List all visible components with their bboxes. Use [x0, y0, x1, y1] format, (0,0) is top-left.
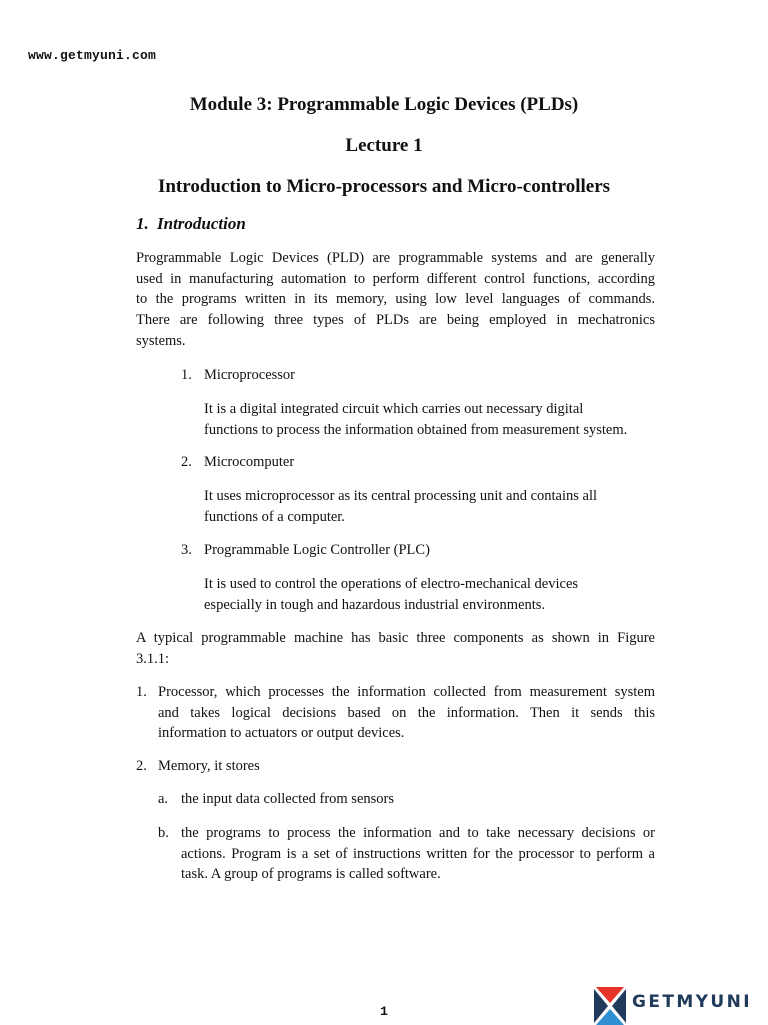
component-line: Processor, which processes the information collected from measurement system: [158, 684, 655, 700]
lecture-title: Introduction to Micro-processors and Micro-controllers: [157, 176, 611, 197]
list-number: 1.: [181, 367, 192, 383]
pld-type-description: [204, 574, 674, 615]
pld-type-label: Microcomputer: [204, 454, 295, 470]
list-number: 2.: [181, 454, 192, 470]
pld-type-label: Programmable Logic Controller (PLC): [204, 542, 430, 558]
intro-line: systems.: [136, 332, 186, 349]
list-letter: b.: [158, 825, 169, 841]
site-url: www.getmyuni.com: [28, 48, 157, 63]
getmyuni-logo: [594, 985, 764, 1025]
logo-mark-icon: [594, 987, 626, 1025]
components-intro-line: 3.1.1:: [136, 650, 170, 667]
section-title: Introduction: [157, 214, 246, 233]
logo-text: GETMYUNI: [632, 992, 752, 1012]
description-line: It is a digital integrated circuit which carries out necessary digital: [204, 401, 584, 417]
intro-paragraph: [136, 248, 655, 352]
pld-type-item: [181, 452, 192, 473]
component-memory: Memory, it stores: [158, 758, 260, 774]
page-number: 1: [380, 1004, 388, 1019]
description-line: functions to process the information obtained from measurement system.: [204, 421, 628, 438]
pld-type-item: [181, 540, 192, 561]
components-intro-line: A typical programmable machine has basic three components as shown in Figure: [136, 630, 655, 646]
memory-item: the input data collected from sensors: [181, 791, 395, 807]
intro-line: to the programs written in its memory, using low level languages of commands.: [136, 291, 655, 308]
description-line: It is used to control the operations of electro-mechanical devices: [204, 576, 579, 592]
list-number: 2.: [136, 758, 147, 774]
intro-line: There are following three types of PLDs are being employed in mechatronics: [136, 312, 655, 329]
description-line: It uses microprocessor as its central processing unit and contains all: [204, 488, 598, 504]
lecture-number: Lecture 1: [345, 135, 423, 156]
pld-type-label: Microprocessor: [204, 367, 296, 383]
intro-line: Programmable Logic Devices (PLD) are programmable systems and are generally: [136, 250, 655, 266]
memory-item-line: the programs to process the information and to take necessary decisions or: [181, 825, 655, 841]
memory-item-line: actions. Program is a set of instructions written for the processor to perform a: [181, 845, 655, 862]
memory-item: [181, 823, 655, 885]
section-heading: [136, 214, 246, 234]
description-line: functions of a computer.: [204, 508, 345, 525]
component-line: and takes logical decisions based on the information. Then it sends this: [158, 704, 655, 721]
list-number: 3.: [181, 542, 192, 558]
components-intro: [136, 628, 655, 669]
pld-type-description: [204, 486, 674, 527]
pld-type-item: [181, 365, 192, 386]
section-number: 1.: [136, 214, 149, 233]
component-processor: [158, 682, 655, 744]
list-number: 1.: [136, 684, 147, 700]
list-letter: a.: [158, 791, 169, 807]
module-title: Module 3: Programmable Logic Devices (PLDs): [189, 94, 579, 115]
intro-line: used in manufacturing automation to perform different control functions, according: [136, 270, 655, 287]
memory-item-line: task. A group of programs is called software.: [181, 866, 441, 883]
description-line: especially in tough and hazardous industrial environments.: [204, 596, 546, 613]
component-line: information to actuators or output devices.: [158, 725, 405, 742]
pld-type-description: [204, 399, 674, 440]
